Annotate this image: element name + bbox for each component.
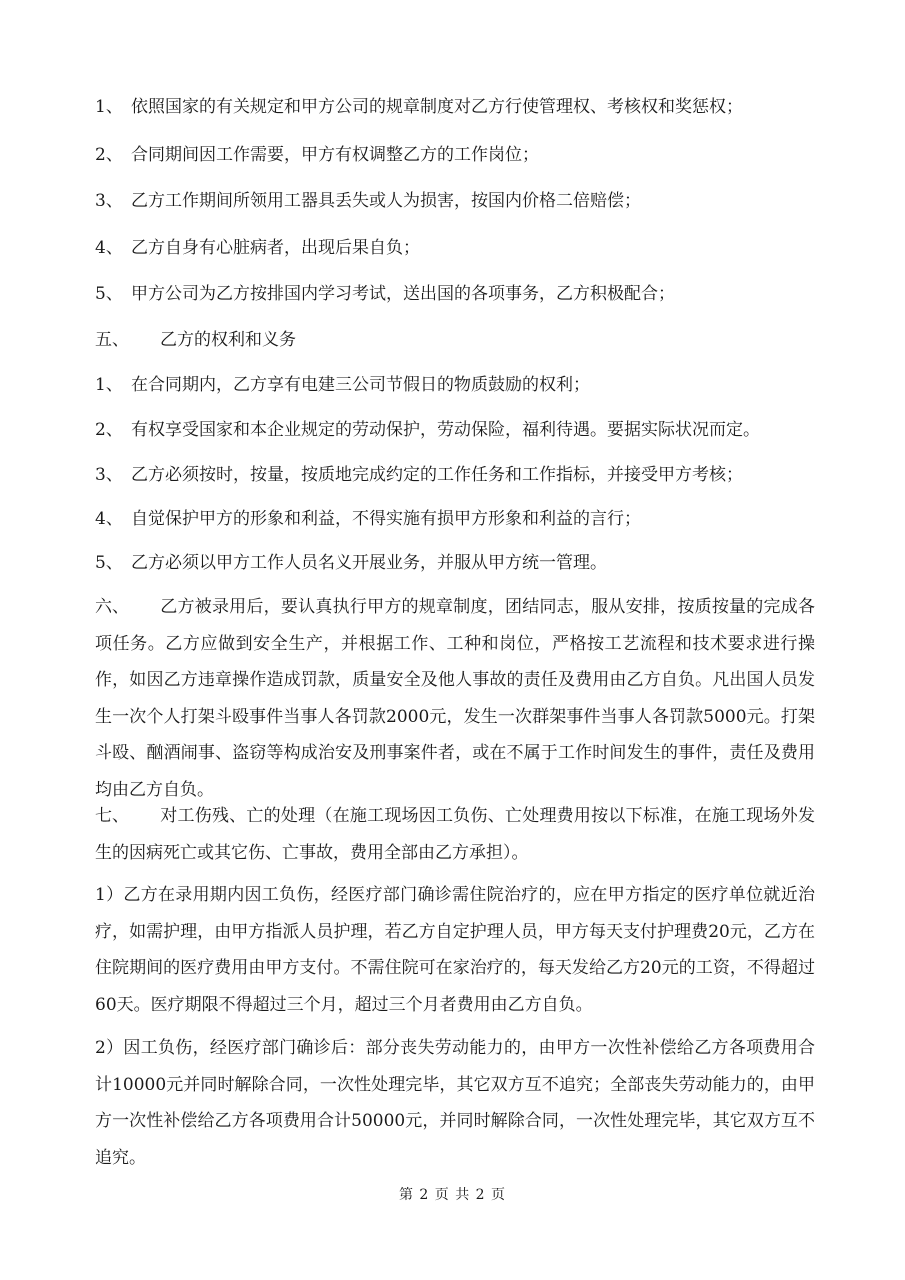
item-text: 有权享受国家和本企业规定的劳动保护，劳动保险，福利待遇。要据实际状况而定。 <box>131 420 760 440</box>
item-number: 2、 <box>95 420 123 440</box>
item-text: 乙方必须以甲方工作人员名义开展业务，并服从甲方统一管理。 <box>131 553 607 573</box>
section-paragraph <box>95 589 815 808</box>
item-number: 5、 <box>95 284 123 304</box>
item-number: 5、 <box>95 553 123 573</box>
item-number: 3、 <box>95 465 123 485</box>
item-text: 乙方必须按时，按量，按质地完成约定的工作任务和工作指标，并接受甲方考核； <box>131 465 743 485</box>
item-text: 乙方自身有心脏病者，出现后果自负； <box>131 238 420 258</box>
list-item <box>95 140 539 165</box>
item-number: 1、 <box>95 97 123 117</box>
list-item <box>95 233 420 258</box>
list-item <box>95 415 760 440</box>
clause-text: 1）乙方在录用期内因工负伤，经医疗部门确诊需住院治疗的，应在甲方指定的医疗单位就近治疗，如需护理，由甲方指派人员护理，若乙方自定护理人员，甲方每天支付护理费20元，乙方在住院期间的医疗费用由甲方支付。不需住院可在家治疗的，每天发给乙方20元的工资，不得超过60天。医疗期限不得超过三个月，超过三个月者费用由乙方自负。 <box>95 885 815 1015</box>
item-text: 合同期间因工作需要，甲方有权调整乙方的工作岗位； <box>131 145 539 165</box>
clause-text: 2）因工负伤，经医疗部门确诊后：部分丧失劳动能力的，由甲方一次性补偿给乙方各项费用合计10000元并同时解除合同，一次性处理完毕，其它双方互不追究；全部丧失劳动能力的，由甲方一次性补偿给乙方各项费用合计50000元，并同时解除合同，一次性处理完毕，其它双方互不追究。 <box>95 1038 815 1168</box>
item-number: 4、 <box>95 509 123 529</box>
section-heading <box>95 325 296 350</box>
item-number: 1、 <box>95 375 123 395</box>
clause-paragraph <box>95 877 815 1023</box>
item-number: 3、 <box>95 191 123 211</box>
section-paragraph <box>95 798 815 871</box>
section-title: 乙方的权利和义务 <box>160 330 296 350</box>
list-item <box>95 92 743 117</box>
list-item <box>95 504 641 529</box>
item-number: 4、 <box>95 238 123 258</box>
list-item <box>95 460 743 485</box>
item-text: 依照国家的有关规定和甲方公司的规章制度对乙方行使管理权、考核权和奖惩权； <box>131 97 743 117</box>
section-number: 七、 <box>95 806 129 826</box>
section-text: 乙方被录用后，要认真执行甲方的规章制度，团结同志，服从安排，按质按量的完成各项任务。乙方应做到安全生产，并根据工作、工种和岗位，严格按工艺流程和技术要求进行操作，如因乙方违章操作造成罚款，质量安全及他人事故的责任及费用由乙方自负。凡出国人员发生一次个人打架斗殴事件当事人各罚款2000元，发生一次群架事件当事人各罚款5000元。打架斗殴、酗酒闹事、盗窃等构成治安及刑事案件者，或在不属于工作时间发生的事件，责任及费用均由乙方自负。 <box>95 597 815 800</box>
section-text: 对工伤残、亡的处理（在施工现场因工负伤、亡处理费用按以下标准，在施工现场外发生的因病死亡或其它伤、亡事故，费用全部由乙方承担）。 <box>95 806 815 863</box>
item-text: 自觉保护甲方的形象和利益，不得实施有损甲方形象和利益的言行； <box>131 509 641 529</box>
item-number: 2、 <box>95 145 123 165</box>
list-item <box>95 548 607 573</box>
item-text: 甲方公司为乙方按排国内学习考试，送出国的各项事务，乙方积极配合； <box>131 284 675 304</box>
section-number: 五、 <box>95 330 129 350</box>
section-number: 六、 <box>95 597 129 617</box>
clause-paragraph <box>95 1030 815 1176</box>
page-footer: 第 2 页 共 2 页 <box>398 1187 507 1203</box>
list-item <box>95 186 641 211</box>
item-text: 乙方工作期间所领用工器具丢失或人为损害，按国内价格二倍赔偿； <box>131 191 641 211</box>
item-text: 在合同期内，乙方享有电建三公司节假日的物质鼓励的权利； <box>131 375 590 395</box>
list-item <box>95 370 590 395</box>
list-item <box>95 279 675 304</box>
